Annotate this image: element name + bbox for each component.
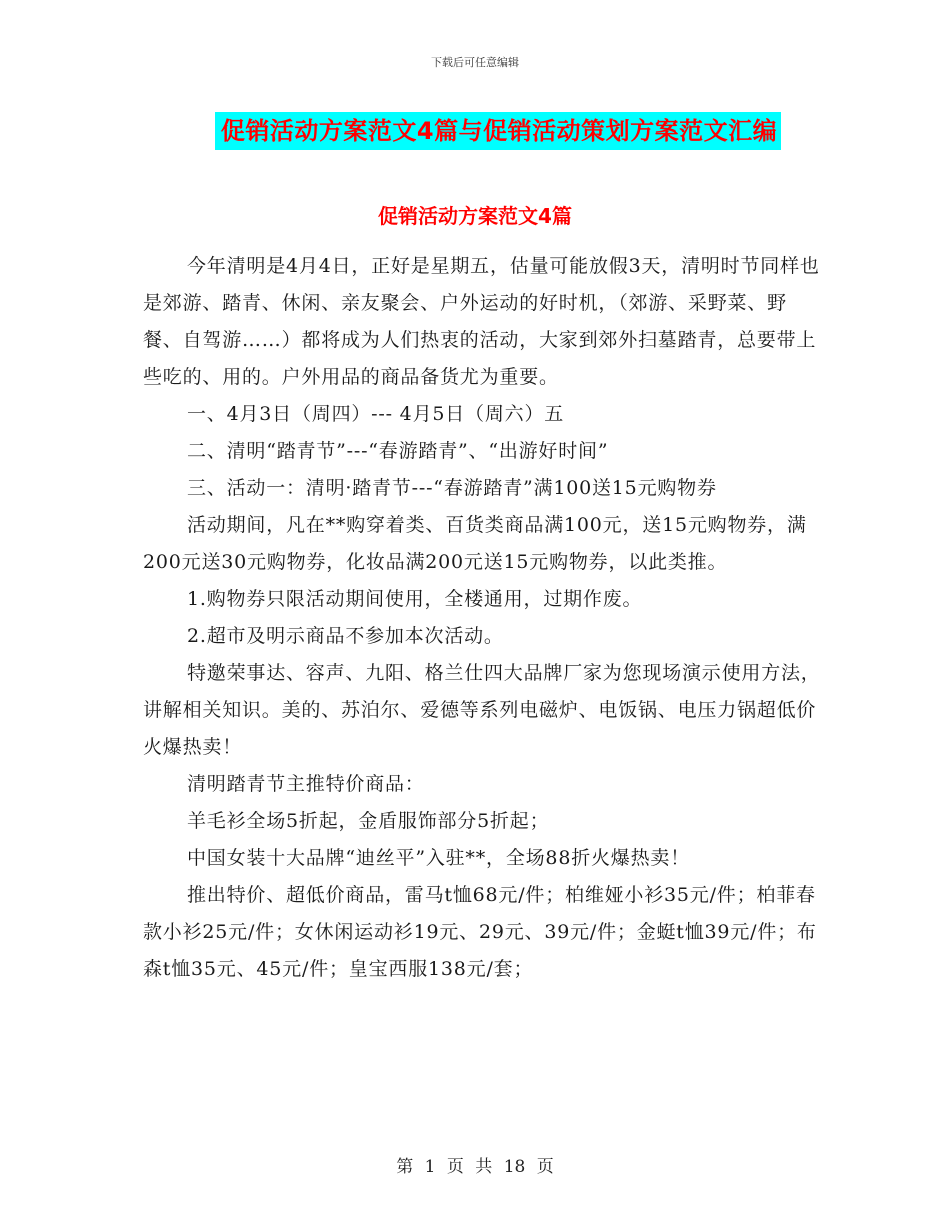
paragraph-sweaters: 羊毛衫全场5折起，金盾服饰部分5折起； [187,810,550,832]
paragraph-brands: 特邀荣事达、容声、九阳、格兰仕四大品牌厂家为您现场演示使用方法，讲解相关知识。美的、苏泊尔、爱德等系列电磁炉、电饭锅、电压力锅超低价火爆热卖！ [143,662,821,758]
header-note: 下载后可任意编辑 [431,56,519,69]
paragraph-intro: 今年清明是4月4日，正好是星期五，估量可能放假3天，清明时节同样也是郊游、踏青、休闲、亲友聚会、户外运动的好时机，（郊游、采野菜、野餐、自驾游……）都将成为人们热衷的活动，大家到郊外扫墓踏青，总要带上些吃的、用的。户外用品的商品备货尤为重要。 [143,255,820,388]
title-container [0,112,950,150]
paragraph-item-1: 一、4月3日（周四）--- 4月5日（周六）五 [187,403,565,425]
body-content [143,248,823,988]
paragraph-womens-brand: 中国女装十大品牌“迪丝平”入驻**，全场88折火爆热卖！ [187,847,691,869]
paragraph-item-3: 三、活动一：清明·踏青节---“春游踏青”满100送15元购物券 [187,477,717,499]
document-title: 促销活动方案范文4篇与促销活动策划方案范文汇编 [215,112,781,150]
paragraph-activity: 活动期间，凡在**购穿着类、百货类商品满100元，送15元购物券，满200元送30元购物券，化妆品满200元送15元购物券，以此类推。 [143,514,807,573]
paragraph-item-2: 二、清明“踏青节”---“春游踏青”、“出游好时间” [187,440,609,462]
paragraph-prices: 推出特价、超低价商品，雷马t恤68元/件；柏维娅小衫35元/件；柏菲春款小衫25元/件；女休闲运动衫19元、29元、39元/件；金蜓t恤39元/件；布森t恤35元、45元/件；皇宝西服138元/套； [143,884,817,980]
paragraph-rule-1: 1.购物券只限活动期间使用，全楼通用，过期作废。 [187,588,643,610]
section-title: 促销活动方案范文4篇 [378,204,572,228]
page-footer: 第 1 页 共 18 页 [396,1157,554,1177]
paragraph-featured-heading: 清明踏青节主推特价商品： [187,773,425,795]
paragraph-rule-2: 2.超市及明示商品不参加本次活动。 [187,625,504,647]
